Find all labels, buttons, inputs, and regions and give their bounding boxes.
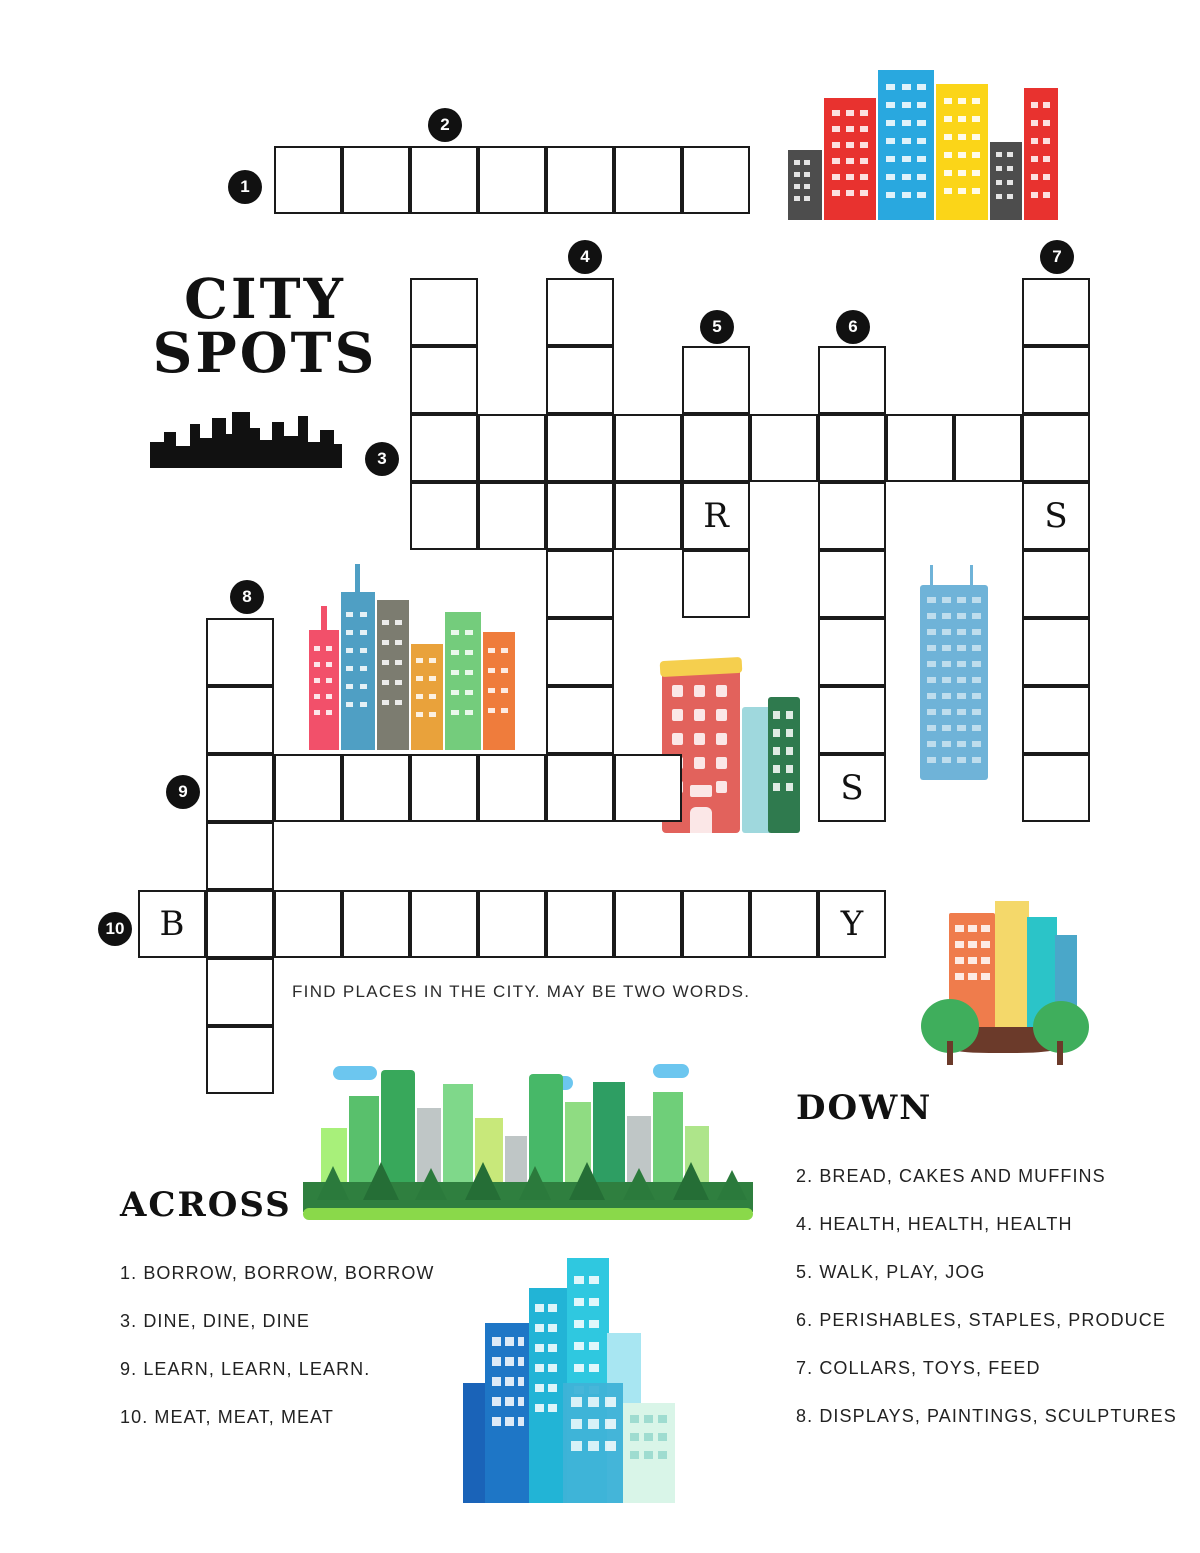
across-clue-list — [120, 1263, 435, 1428]
crossword-cell[interactable] — [614, 890, 682, 958]
crossword-cell[interactable] — [342, 146, 410, 214]
crossword-cell[interactable] — [1022, 414, 1090, 482]
clue-item: 5. WALK, PLAY, JOG — [796, 1262, 986, 1282]
crossword-cell[interactable] — [546, 618, 614, 686]
worksheet-title — [150, 266, 380, 468]
clue-number-badge: 5 — [700, 310, 734, 344]
skyline-illustration-middle — [305, 565, 520, 750]
clue-item: 2. BREAD, CAKES AND MUFFINS — [796, 1166, 1106, 1186]
clue-item: 6. PERISHABLES, STAPLES, PRODUCE — [796, 1310, 1166, 1330]
blue-towers-illustration — [463, 1258, 688, 1503]
city-with-trees-illustration — [915, 895, 1090, 1075]
crossword-cell[interactable] — [206, 890, 274, 958]
crossword-cell[interactable] — [1022, 754, 1090, 822]
crossword-cell[interactable] — [206, 958, 274, 1026]
crossword-cell[interactable]: Y — [818, 890, 886, 958]
clue-item: 9. LEARN, LEARN, LEARN. — [120, 1359, 371, 1379]
crossword-cell[interactable] — [614, 482, 682, 550]
crossword-cell[interactable] — [546, 346, 614, 414]
crossword-cell[interactable] — [546, 278, 614, 346]
crossword-cell[interactable] — [410, 346, 478, 414]
crossword-cell[interactable] — [206, 618, 274, 686]
clue-number-badge: 1 — [228, 170, 262, 204]
crossword-cell[interactable] — [546, 550, 614, 618]
crossword-cell[interactable] — [410, 890, 478, 958]
crossword-cell[interactable] — [410, 754, 478, 822]
crossword-cell[interactable] — [342, 890, 410, 958]
crossword-cell[interactable] — [206, 754, 274, 822]
tower-illustration-blue — [912, 565, 996, 780]
crossword-cell[interactable] — [682, 346, 750, 414]
clue-item: 10. MEAT, MEAT, MEAT — [120, 1407, 335, 1427]
clue-item: 3. DINE, DINE, DINE — [120, 1311, 310, 1331]
crossword-cell[interactable]: R — [682, 482, 750, 550]
clue-item: 4. HEALTH, HEALTH, HEALTH — [796, 1214, 1073, 1234]
crossword-cell[interactable] — [818, 686, 886, 754]
clue-number-badge: 2 — [428, 108, 462, 142]
crossword-cell[interactable] — [1022, 686, 1090, 754]
crossword-cell[interactable] — [546, 890, 614, 958]
clue-number-badge: 9 — [166, 775, 200, 809]
clue-number-badge: 4 — [568, 240, 602, 274]
crossword-cell[interactable] — [1022, 346, 1090, 414]
crossword-cell[interactable] — [478, 414, 546, 482]
crossword-cell[interactable] — [750, 414, 818, 482]
crossword-cell[interactable]: S — [1022, 482, 1090, 550]
clue-number-badge: 6 — [836, 310, 870, 344]
crossword-cell[interactable]: S — [818, 754, 886, 822]
clue-item: 1. BORROW, BORROW, BORROW — [120, 1263, 435, 1283]
crossword-cell[interactable] — [614, 414, 682, 482]
down-heading: DOWN — [796, 1088, 933, 1128]
crossword-cell[interactable] — [818, 618, 886, 686]
across-heading: ACROSS — [120, 1185, 292, 1225]
clue-item: 8. DISPLAYS, PAINTINGS, SCULPTURES — [796, 1406, 1177, 1426]
clue-item: 7. COLLARS, TOYS, FEED — [796, 1358, 1041, 1378]
crossword-cell[interactable] — [750, 890, 818, 958]
down-clue-list — [796, 1166, 1177, 1427]
crossword-cell[interactable] — [274, 890, 342, 958]
crossword-cell[interactable] — [682, 890, 750, 958]
crossword-cell[interactable] — [682, 550, 750, 618]
clue-number-badge: 10 — [98, 912, 132, 946]
instructions-text: FIND PLACES IN THE CITY. MAY BE TWO WORDS. — [292, 982, 751, 1001]
title-line-2: SPOTS — [152, 319, 378, 385]
crossword-cell[interactable] — [274, 146, 342, 214]
clue-number-badge: 8 — [230, 580, 264, 614]
crossword-cell[interactable] — [546, 414, 614, 482]
crossword-cell[interactable] — [818, 346, 886, 414]
crossword-cell[interactable] — [1022, 278, 1090, 346]
crossword-cell[interactable] — [410, 414, 478, 482]
crossword-cell[interactable] — [206, 1026, 274, 1094]
title-line-1: CITY — [184, 266, 346, 331]
crossword-cell[interactable] — [206, 686, 274, 754]
crossword-cell[interactable] — [478, 146, 546, 214]
crossword-cell[interactable] — [478, 482, 546, 550]
skyline-illustration-top-right — [788, 70, 1058, 220]
clue-number-badge: 7 — [1040, 240, 1074, 274]
crossword-cell[interactable] — [1022, 618, 1090, 686]
crossword-cell[interactable] — [478, 754, 546, 822]
crossword-cell[interactable] — [886, 414, 954, 482]
crossword-cell[interactable] — [818, 482, 886, 550]
crossword-cell[interactable] — [478, 890, 546, 958]
crossword-cell[interactable] — [614, 754, 682, 822]
across-clues-block — [120, 1185, 435, 1455]
crossword-cell[interactable] — [410, 482, 478, 550]
crossword-cell[interactable] — [546, 146, 614, 214]
crossword-cell[interactable] — [818, 414, 886, 482]
crossword-cell[interactable] — [342, 754, 410, 822]
crossword-cell[interactable] — [546, 482, 614, 550]
crossword-cell[interactable] — [274, 754, 342, 822]
crossword-cell[interactable]: B — [138, 890, 206, 958]
crossword-cell[interactable] — [410, 278, 478, 346]
crossword-cell[interactable] — [682, 414, 750, 482]
crossword-cell[interactable] — [1022, 550, 1090, 618]
crossword-cell[interactable] — [546, 754, 614, 822]
clue-number-badge: 3 — [365, 442, 399, 476]
crossword-cell[interactable] — [954, 414, 1022, 482]
crossword-cell[interactable] — [546, 686, 614, 754]
skyline-silhouette-icon — [150, 406, 380, 468]
crossword-cell[interactable] — [410, 146, 478, 214]
crossword-cell[interactable] — [682, 146, 750, 214]
crossword-cell[interactable] — [206, 822, 274, 890]
crossword-cell[interactable] — [818, 550, 886, 618]
down-clues-block — [796, 1088, 1177, 1454]
crossword-cell[interactable] — [614, 146, 682, 214]
